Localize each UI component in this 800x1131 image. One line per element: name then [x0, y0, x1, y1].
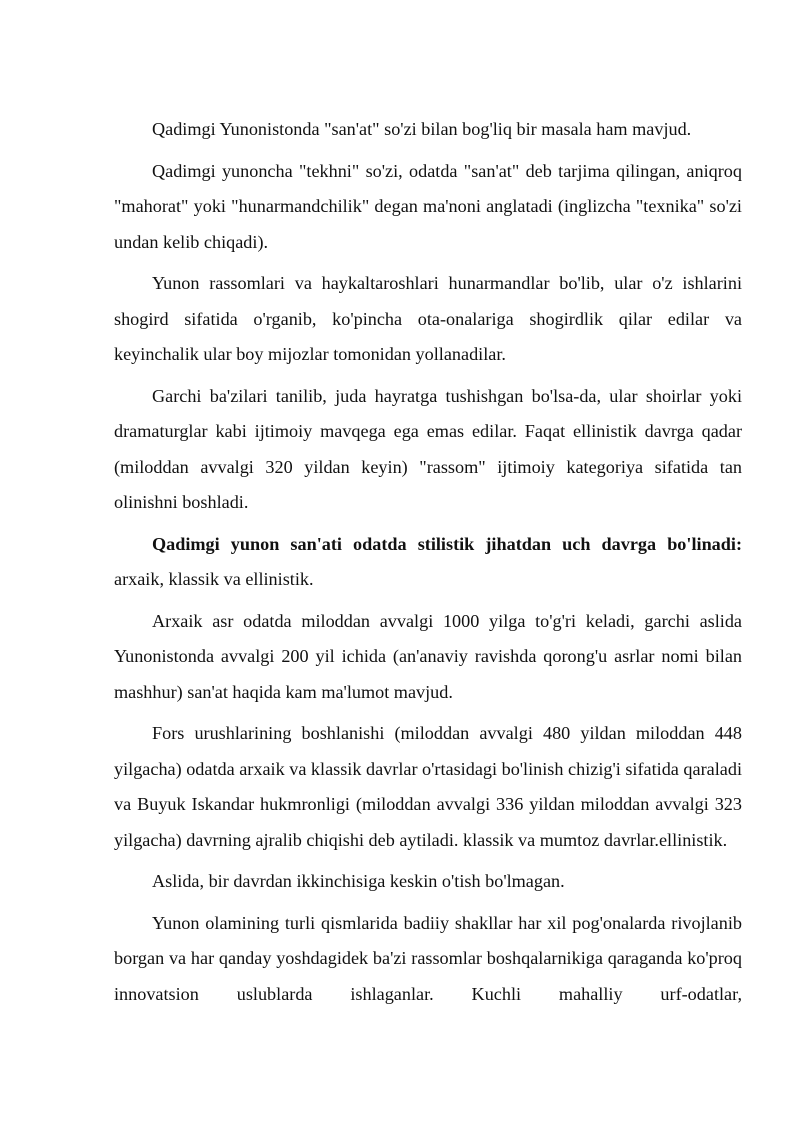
paragraph-3: Yunon rassomlari va haykaltaroshlari hunarmandlar bo'lib, ular o'z ishlarini shogird sifatida o'rganib, ko'pincha ota-onalariga shogirdlik qilar edilar va keyinchalik ular boy mijozlar tomonidan yollanadilar.	[114, 273, 742, 364]
paragraph-5-bold-lead: Qadimgi yunon san'ati odatda stilistik jihatdan uch davrga bo'linadi:	[152, 533, 742, 554]
paragraph-1: Qadimgi Yunonistonda "san'at" so'zi bilan bog'liq bir masala ham mavjud.	[152, 119, 692, 139]
paragraph-7: Fors urushlarining boshlanishi (miloddan avvalgi 480 yildan miloddan 448 yilgacha) odatda arxaik va klassik davrlar o'rtasidagi bo'linish chizig'i sifatida qaraladi va Buyuk Iskandar hukmronligi (miloddan avvalgi 336 yildan miloddan avvalgi 323 yilgacha) davrning ajralib chiqishi deb aytiladi. klassik va mumtoz davrlar.ellinistik.	[114, 723, 742, 850]
paragraph-4: Garchi ba'zilari tanilib, juda hayratga tushishgan bo'lsa-da, ular shoirlar yoki dramaturglar kabi ijtimoiy mavqega ega emas edilar. Faqat ellinistik davrga qadar (miloddan avvalgi 320 yildan keyin) "rassom" ijtimoiy kategoriya sifatida tan olinishni boshladi.	[114, 385, 742, 512]
paragraph-5-rest: arxaik, klassik va ellinistik.	[114, 569, 314, 589]
paragraph-2: Qadimgi yunoncha "tekhni" so'zi, odatda "san'at" deb tarjima qilingan, aniqroq "mahorat" yoki "hunarmandchilik" degan ma'noni anglatadi (inglizcha "texnika" so'zi undan kelib chiqadi).	[114, 160, 742, 252]
paragraph-8: Aslida, bir davrdan ikkinchisiga keskin o'tish bo'lmagan.	[152, 871, 565, 891]
document-body	[114, 112, 742, 1018]
paragraph-5	[114, 527, 742, 598]
paragraph-9: Yunon olamining turli qismlarida badiiy shakllar har xil pog'onalarda rivojlanib borgan va har qanday yoshdagidek ba'zi rassomlar boshqalarnikiga qaraganda ko'proq innovatsion uslublarda ishlaganlar. Kuchli mahalliy urf-odatlar,	[114, 912, 742, 1004]
paragraph-6: Arxaik asr odatda miloddan avvalgi 1000 yilga to'g'ri keladi, garchi aslida Yunonistonda avvalgi 200 yil ichida (an'anaviy ravishda qorong'u asrlar nomi bilan mashhur) san'at haqida kam ma'lumot mavjud.	[114, 610, 742, 702]
